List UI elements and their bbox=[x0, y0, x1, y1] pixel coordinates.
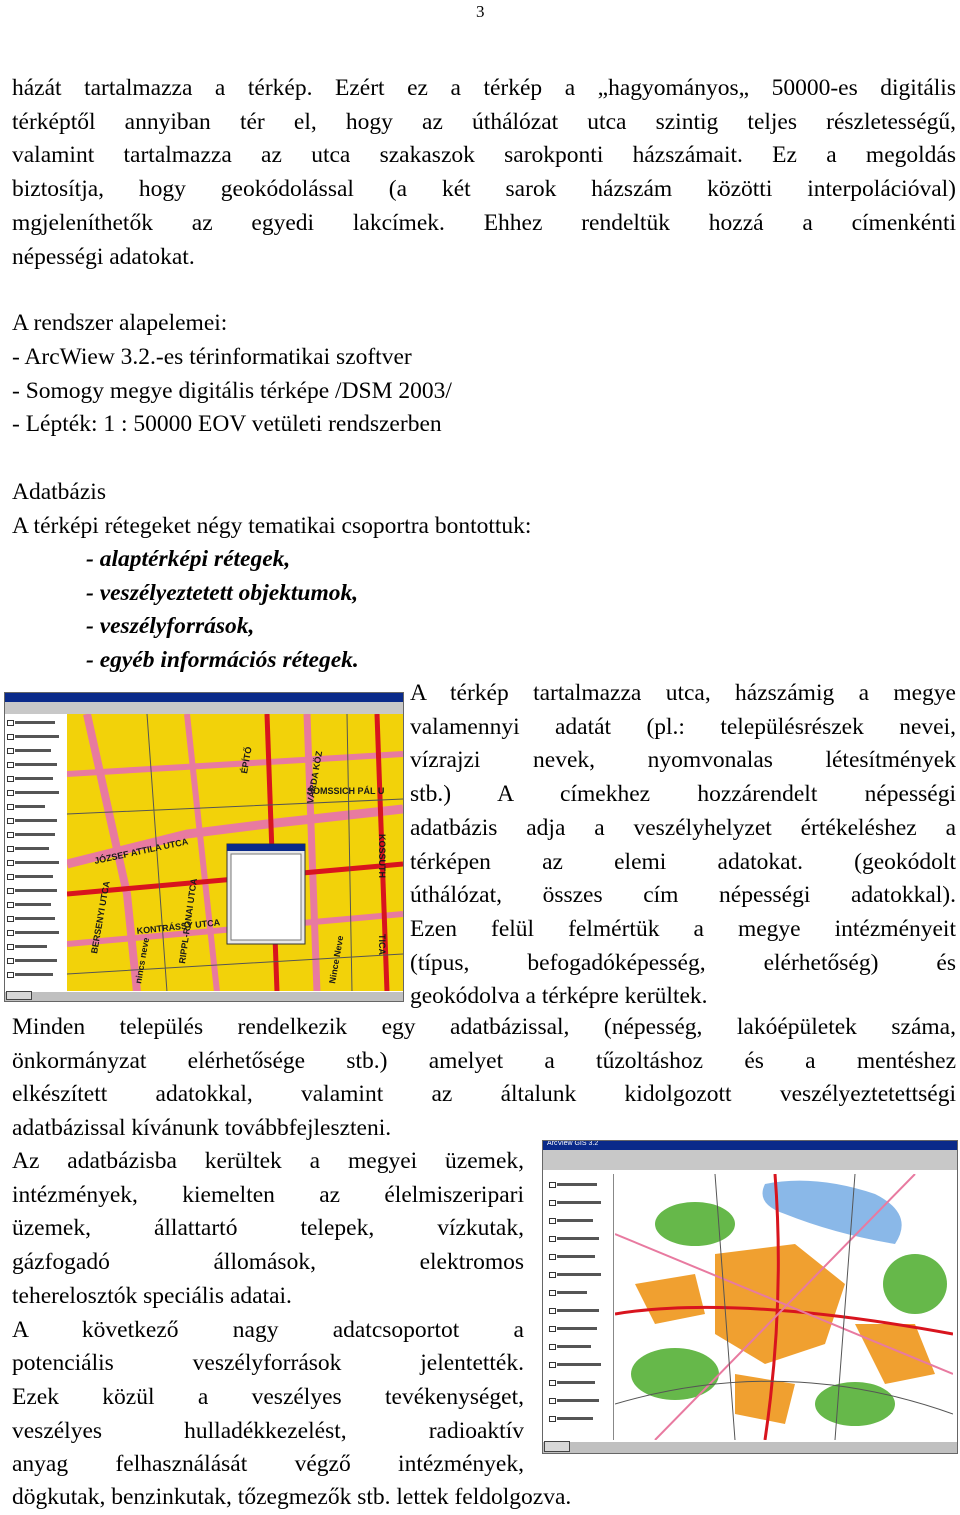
window-title: ArcView GIS 3.2 bbox=[547, 1140, 599, 1147]
text-line: térképen az elemi adatokat. (geokódolt bbox=[410, 848, 956, 875]
text-line: intézmények, kiemelten az élelmiszeripari bbox=[12, 1181, 524, 1208]
section-heading-database: Adatbázis bbox=[12, 479, 106, 505]
text-line: mgjeleníthetők az egyedi lakcímek. Ehhez rendeltük hozzá a címenkénti bbox=[12, 209, 956, 236]
street-label: VÁRDA KÖZ bbox=[305, 750, 325, 805]
text-line: vízrajzi nevek, nyomvonalas létesítmények bbox=[410, 747, 956, 774]
street-label: BERSENYI UTCA bbox=[89, 880, 112, 955]
database-contents-paragraph bbox=[12, 1145, 524, 1482]
regional-map-canvas bbox=[615, 1174, 953, 1440]
table-of-contents-panel bbox=[5, 714, 68, 992]
text-line: valamennyi adatát (pl.: településrészek nevei, bbox=[410, 713, 956, 740]
city-map-canvas bbox=[67, 714, 403, 992]
text-line: önkormányzat elérhetősége stb.) amelyet a tűzoltáshoz és a mentéshez bbox=[12, 1047, 956, 1074]
street-label: JÓZSEF ATTILA UTCA bbox=[93, 836, 189, 866]
text-line: adatbázis adja a veszélyhelyzet értékeléshez a bbox=[410, 814, 956, 841]
arcview-city-map-screenshot bbox=[4, 692, 404, 1002]
windows-taskbar bbox=[543, 1441, 957, 1453]
text-line: veszélyes hulladékkezelést, radioaktív bbox=[12, 1417, 524, 1444]
list-item: - ArcWiew 3.2.-es térinformatikai szoftver bbox=[12, 344, 412, 370]
text-line: Az adatbázisba kerültek a megyei üzemek, bbox=[12, 1148, 524, 1174]
layer-groups-list bbox=[86, 543, 359, 678]
list-item: - veszélyeztetett objektumok, bbox=[86, 579, 359, 606]
list-item: - Somogy megye digitális térképe /DSM 2003/ bbox=[12, 377, 452, 404]
text-line: teherelosztók speciális adatai. bbox=[12, 1282, 292, 1309]
street-label: nincs neve bbox=[133, 936, 152, 985]
windows-taskbar bbox=[5, 991, 403, 1001]
list-item: - alaptérképi rétegek, bbox=[86, 546, 291, 572]
street-label: ÉPÍTŐ bbox=[239, 746, 254, 775]
text-line: gázfogadó állomások, elektromos bbox=[12, 1249, 524, 1276]
text-line: geokódolva a térképre kerültek. bbox=[410, 983, 708, 1010]
text-line: A térkép tartalmazza utca, házszámig a megye bbox=[410, 680, 956, 706]
start-button[interactable] bbox=[544, 1441, 570, 1452]
list-item: - egyéb információs rétegek. bbox=[86, 647, 359, 674]
street-label: TICA bbox=[377, 934, 387, 955]
closing-line: dögkutak, benzinkutak, tőzegmezők stb. lettek feldolgozva. bbox=[12, 1484, 572, 1510]
text-line: adatbázissal kívánunk továbbfejleszteni. bbox=[12, 1115, 392, 1142]
text-line: potenciális veszélyforrások jelentették. bbox=[12, 1350, 524, 1377]
street-label: SOMSSICH PÁL U bbox=[307, 786, 385, 796]
database-intro: A térképi rétegeket négy tematikai csoportra bontottuk: bbox=[12, 513, 532, 539]
text-line: Ezek közül a veszélyes tevékenységet, bbox=[12, 1383, 524, 1410]
street-label: Nince Neve bbox=[327, 934, 346, 985]
text-line: valamint tartalmazza az utca szakaszok sarokponti házszámait. Ez a megoldás bbox=[12, 142, 956, 169]
text-line: térképtől annyiban tér el, hogy az úthálózat utca szintig teljes részletességű, bbox=[12, 108, 956, 135]
table-of-contents-panel bbox=[547, 1174, 614, 1440]
intro-paragraph bbox=[12, 72, 956, 274]
system-elements-list bbox=[12, 341, 452, 442]
list-item: - Lépték: 1 : 50000 EOV vetületi rendszerben bbox=[12, 411, 442, 438]
text-line: úthálózat, összes cím népességi adatokkal). bbox=[410, 882, 956, 909]
text-line: Minden település rendelkezik egy adatbázissal, (népesség, lakóépületek száma, bbox=[12, 1014, 956, 1040]
text-line: üzemek, állattartó telepek, vízkutak, bbox=[12, 1215, 524, 1242]
section-heading-system: A rendszer alapelemei: bbox=[12, 310, 228, 336]
street-label: KOSSUTH bbox=[377, 834, 387, 879]
toolbar bbox=[543, 1150, 957, 1170]
text-line: stb.) A címekhez hozzárendelt népességi bbox=[410, 781, 956, 808]
text-line: Ezen felül felmértük a megye intézményeit bbox=[410, 915, 956, 942]
window-titlebar bbox=[543, 1141, 957, 1150]
arcview-regional-map-screenshot bbox=[542, 1140, 958, 1454]
text-line: A következő nagy adatcsoportot a bbox=[12, 1316, 524, 1343]
text-line: biztosítja, hogy geokódolással (a két sarok házszám közötti interpolációval) bbox=[12, 176, 956, 203]
text-line: házát tartalmazza a térkép. Ezért ez a térkép a „hagyományos„ 50000-es digitális bbox=[12, 75, 956, 101]
text-line: anyag felhasználását végző intézmények, bbox=[12, 1451, 524, 1478]
text-line: (típus, befogadóképesség, elérhetőség) és bbox=[410, 949, 956, 976]
text-line: népességi adatokat. bbox=[12, 243, 195, 270]
page-number: 3 bbox=[476, 2, 485, 21]
text-line: elkészített adatokkal, valamint az általunk kidolgozott veszélyeztetettségi bbox=[12, 1081, 956, 1108]
list-item: - veszélyforrások, bbox=[86, 613, 255, 640]
street-label: RIPPL-RÓNAI UTCA bbox=[177, 877, 199, 965]
street-label: KONTRÁSSY UTCA bbox=[136, 917, 221, 936]
window-titlebar bbox=[5, 693, 403, 702]
settlement-database-paragraph bbox=[12, 1011, 956, 1146]
start-button[interactable] bbox=[6, 991, 32, 1000]
map-description-paragraph bbox=[410, 677, 956, 1014]
toolbar bbox=[5, 702, 403, 714]
